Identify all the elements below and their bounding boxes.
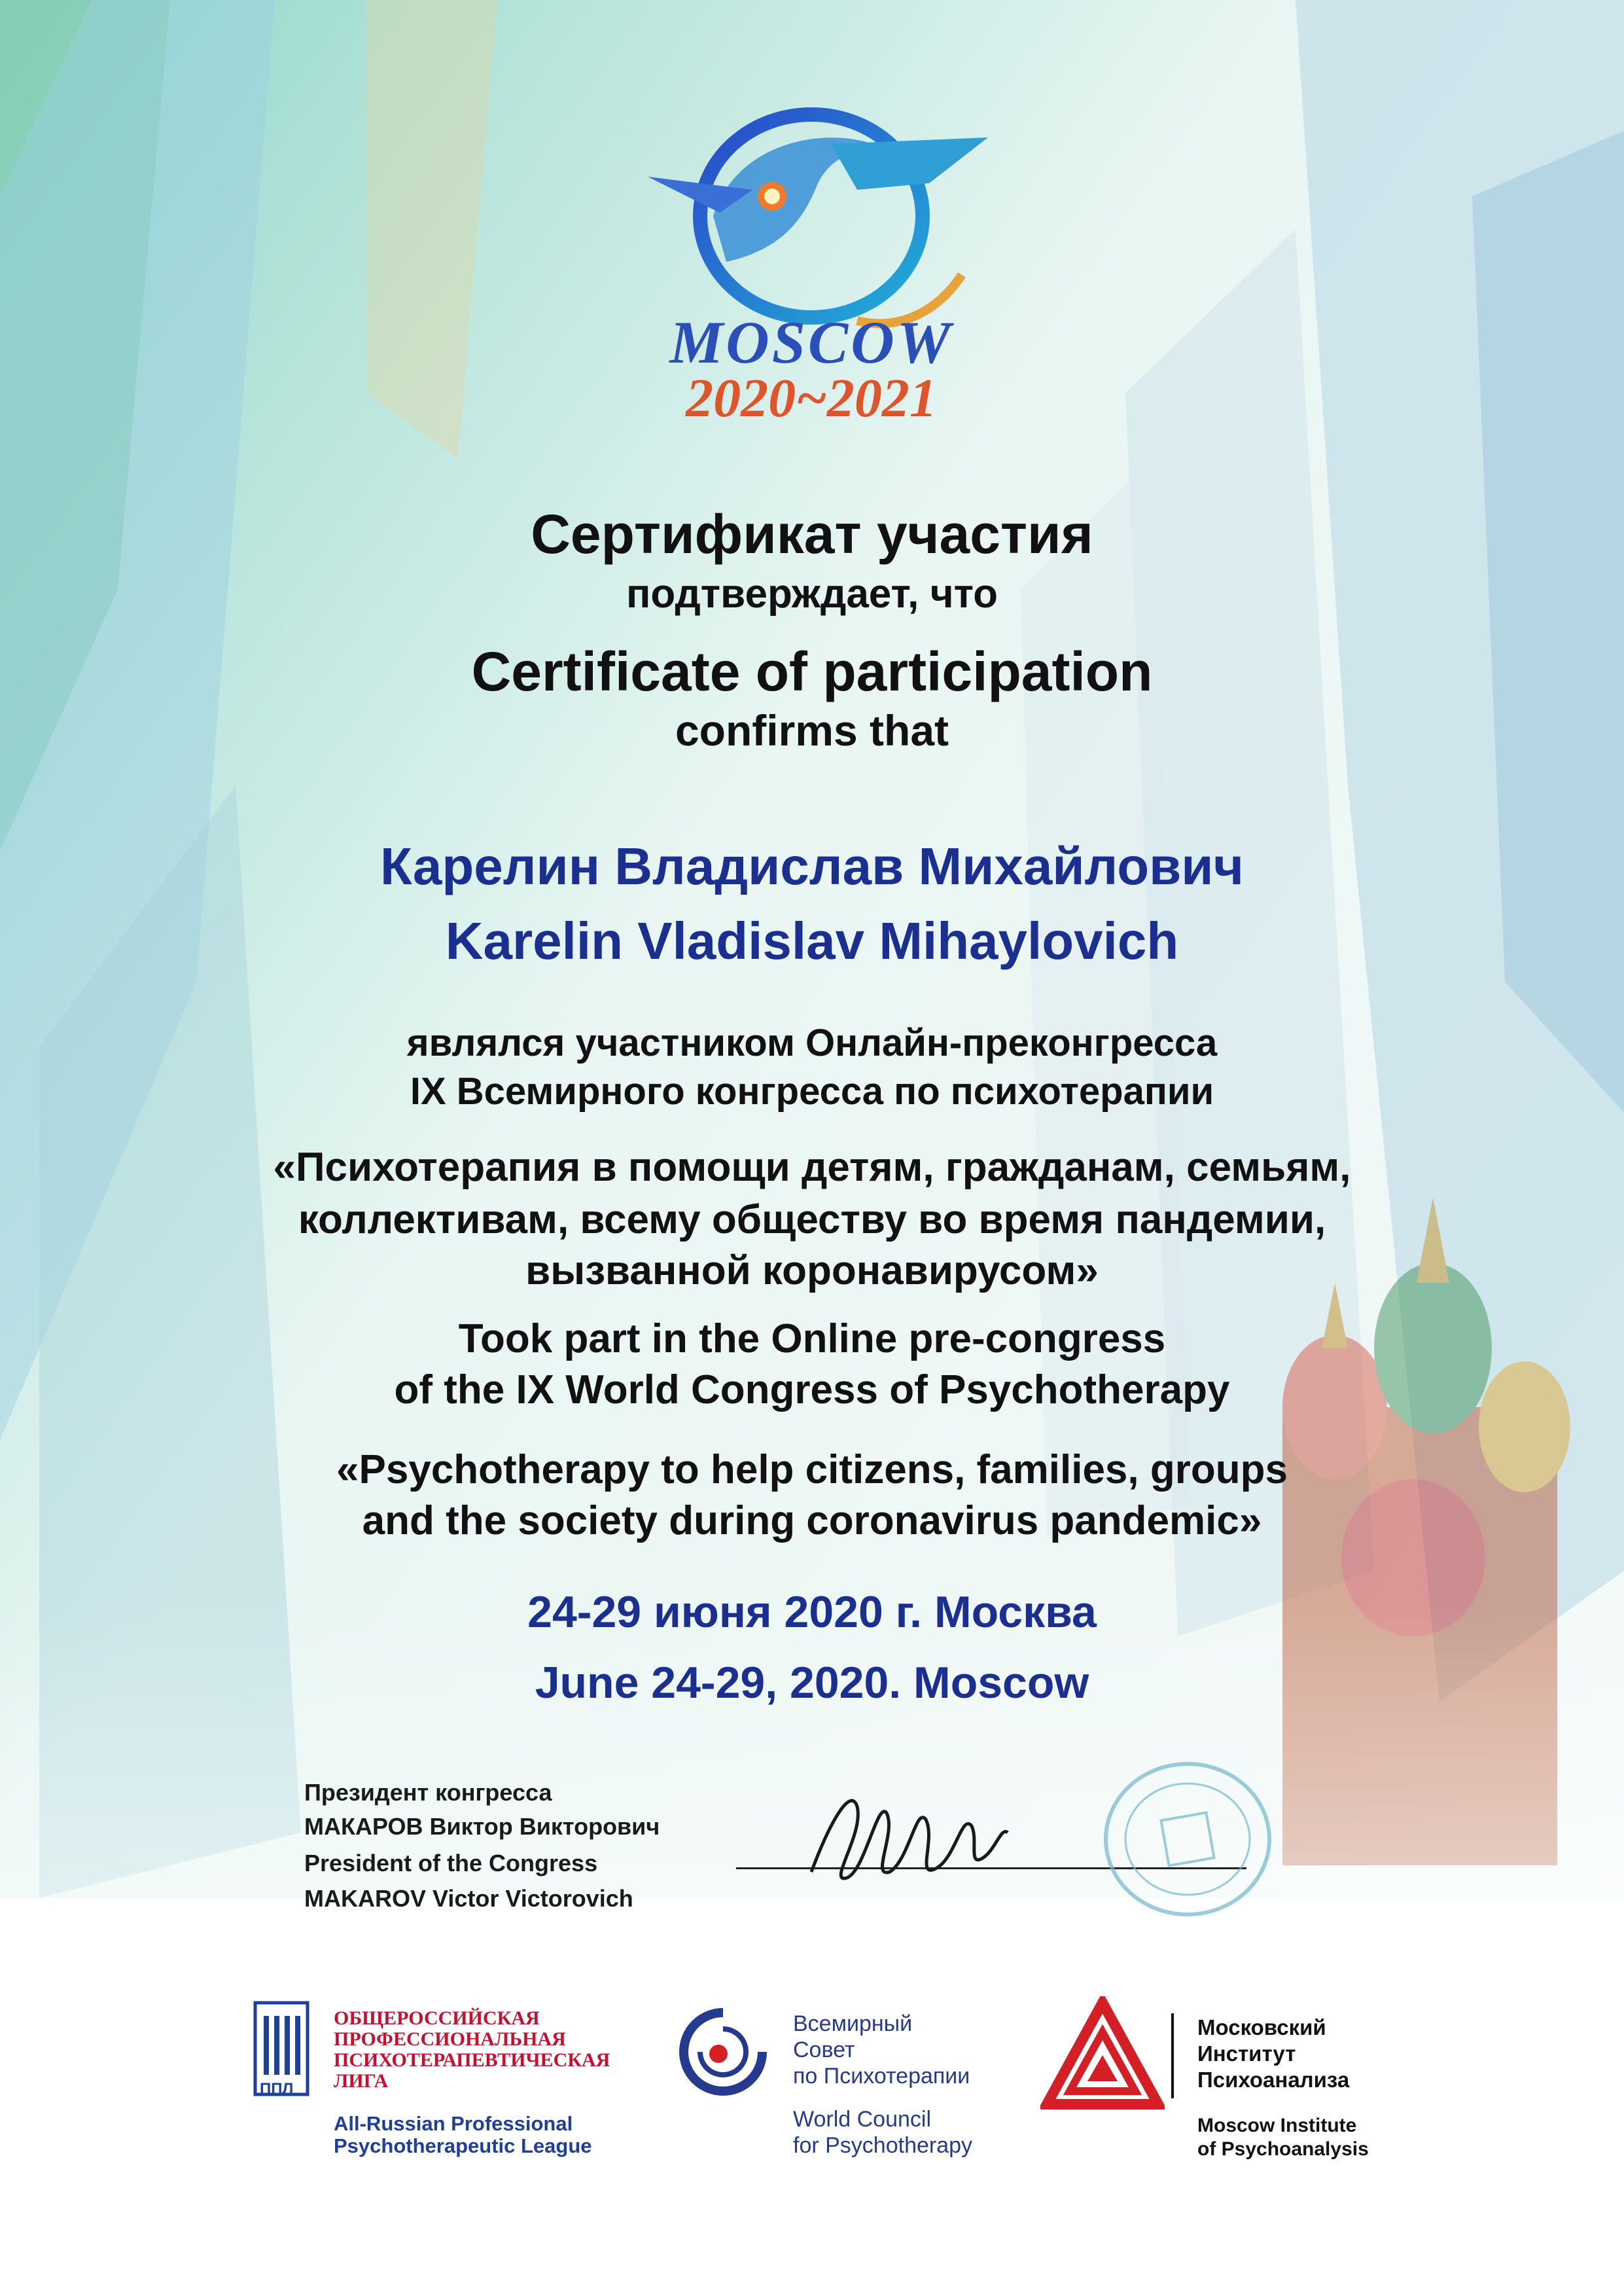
institute-divider: [1171, 2013, 1174, 2098]
title-en: Certificate of participation: [471, 641, 1153, 702]
institute-name-en-line1: Moscow Institute: [1197, 2115, 1357, 2136]
council-name-ru-line2: Совет: [793, 2037, 855, 2062]
participant-name-en: Karelin Vladislav Mihaylovich: [445, 912, 1179, 970]
institute-name-en: [1197, 2114, 1369, 2161]
council-name-ru-line3: по Психотерапии: [793, 2064, 970, 2089]
institute-name-ru-line2: Институт: [1197, 2041, 1296, 2066]
body-en-line2: of the IX World Congress of Psychotherapy: [394, 1367, 1230, 1412]
official-stamp: [1096, 1754, 1279, 1924]
institute-name-ru: [1197, 2015, 1349, 2093]
league-name-en: [334, 2113, 592, 2157]
institute-triangle-knot-icon: [1040, 1996, 1165, 2114]
league-name-en-line2: Psychotherapeutic League: [334, 2134, 592, 2157]
subtitle-ru: подтверждает, что: [626, 571, 998, 617]
body-ru-topic2: коллективам, всему обществу во время пандемии,: [298, 1197, 1326, 1242]
council-name-en: [793, 2106, 972, 2159]
signature-role-en: President of the Congress: [304, 1850, 598, 1876]
league-name-ru-line4: ЛИГА: [334, 2070, 389, 2092]
world-council-swirl-icon: [674, 2003, 772, 2101]
logo-wordmark: MOSCOW: [669, 309, 953, 376]
body-ru-topic3: вызванной коронавирусом»: [525, 1248, 1099, 1293]
council-name-ru-line1: Всемирный: [793, 2011, 913, 2036]
league-name-ru-line2: ПРОФЕССИОНАЛЬНАЯ: [334, 2028, 566, 2050]
council-name-ru: [793, 2011, 970, 2089]
institute-name-ru-line3: Психоанализа: [1197, 2068, 1350, 2092]
body-en-topic2: and the society during coronavirus pandemic»: [362, 1498, 1262, 1543]
league-name-ru-line3: ПСИХОТЕРАПЕВТИЧЕСКАЯ: [334, 2049, 610, 2071]
council-name-en-line1: World Council: [793, 2107, 932, 2132]
signature-role-ru: Президент конгресса: [304, 1779, 552, 1806]
body-en-topic1: «Psychotherapy to help citizens, families, groups: [336, 1447, 1288, 1492]
council-name-en-line2: for Psychotherapy: [793, 2133, 973, 2158]
congress-bird-logo-icon: [622, 105, 1001, 340]
dates-ru: 24-29 июня 2020 г. Москва: [527, 1587, 1097, 1637]
handwritten-signature: [805, 1780, 1014, 1892]
body-en-line1: Took part in the Online pre-congress: [458, 1316, 1166, 1361]
body-ru-line2: IX Всемирного конгресса по психотерапии: [410, 1070, 1214, 1113]
league-name-ru-line1: ОБЩЕРОССИЙСКАЯ: [334, 2007, 540, 2029]
institute-name-ru-line1: Московский: [1197, 2015, 1326, 2039]
institute-name-en-line2: of Psychoanalysis: [1197, 2138, 1369, 2160]
body-ru-topic1: «Психотерапия в помощи детям, гражданам, семьям,: [273, 1145, 1351, 1190]
logo-years: 2020~2021: [686, 368, 937, 429]
signature-name-en: MAKAROV Victor Victorovich: [304, 1885, 633, 1912]
participant-name-ru: Карелин Владислав Михайлович: [380, 837, 1244, 895]
title-ru: Сертификат участия: [531, 503, 1093, 565]
league-name-en-line1: All-Russian Professional: [334, 2112, 573, 2135]
dates-en: June 24-29, 2020. Moscow: [535, 1658, 1089, 1708]
subtitle-en: confirms that: [675, 706, 949, 755]
league-name-ru: [334, 2008, 610, 2092]
signature-name-ru: МАКАРОВ Виктор Викторович: [304, 1813, 660, 1840]
body-ru-line1: являлся участником Онлайн-преконгресса: [406, 1022, 1218, 1064]
league-badge: ППЛ: [260, 2080, 294, 2098]
